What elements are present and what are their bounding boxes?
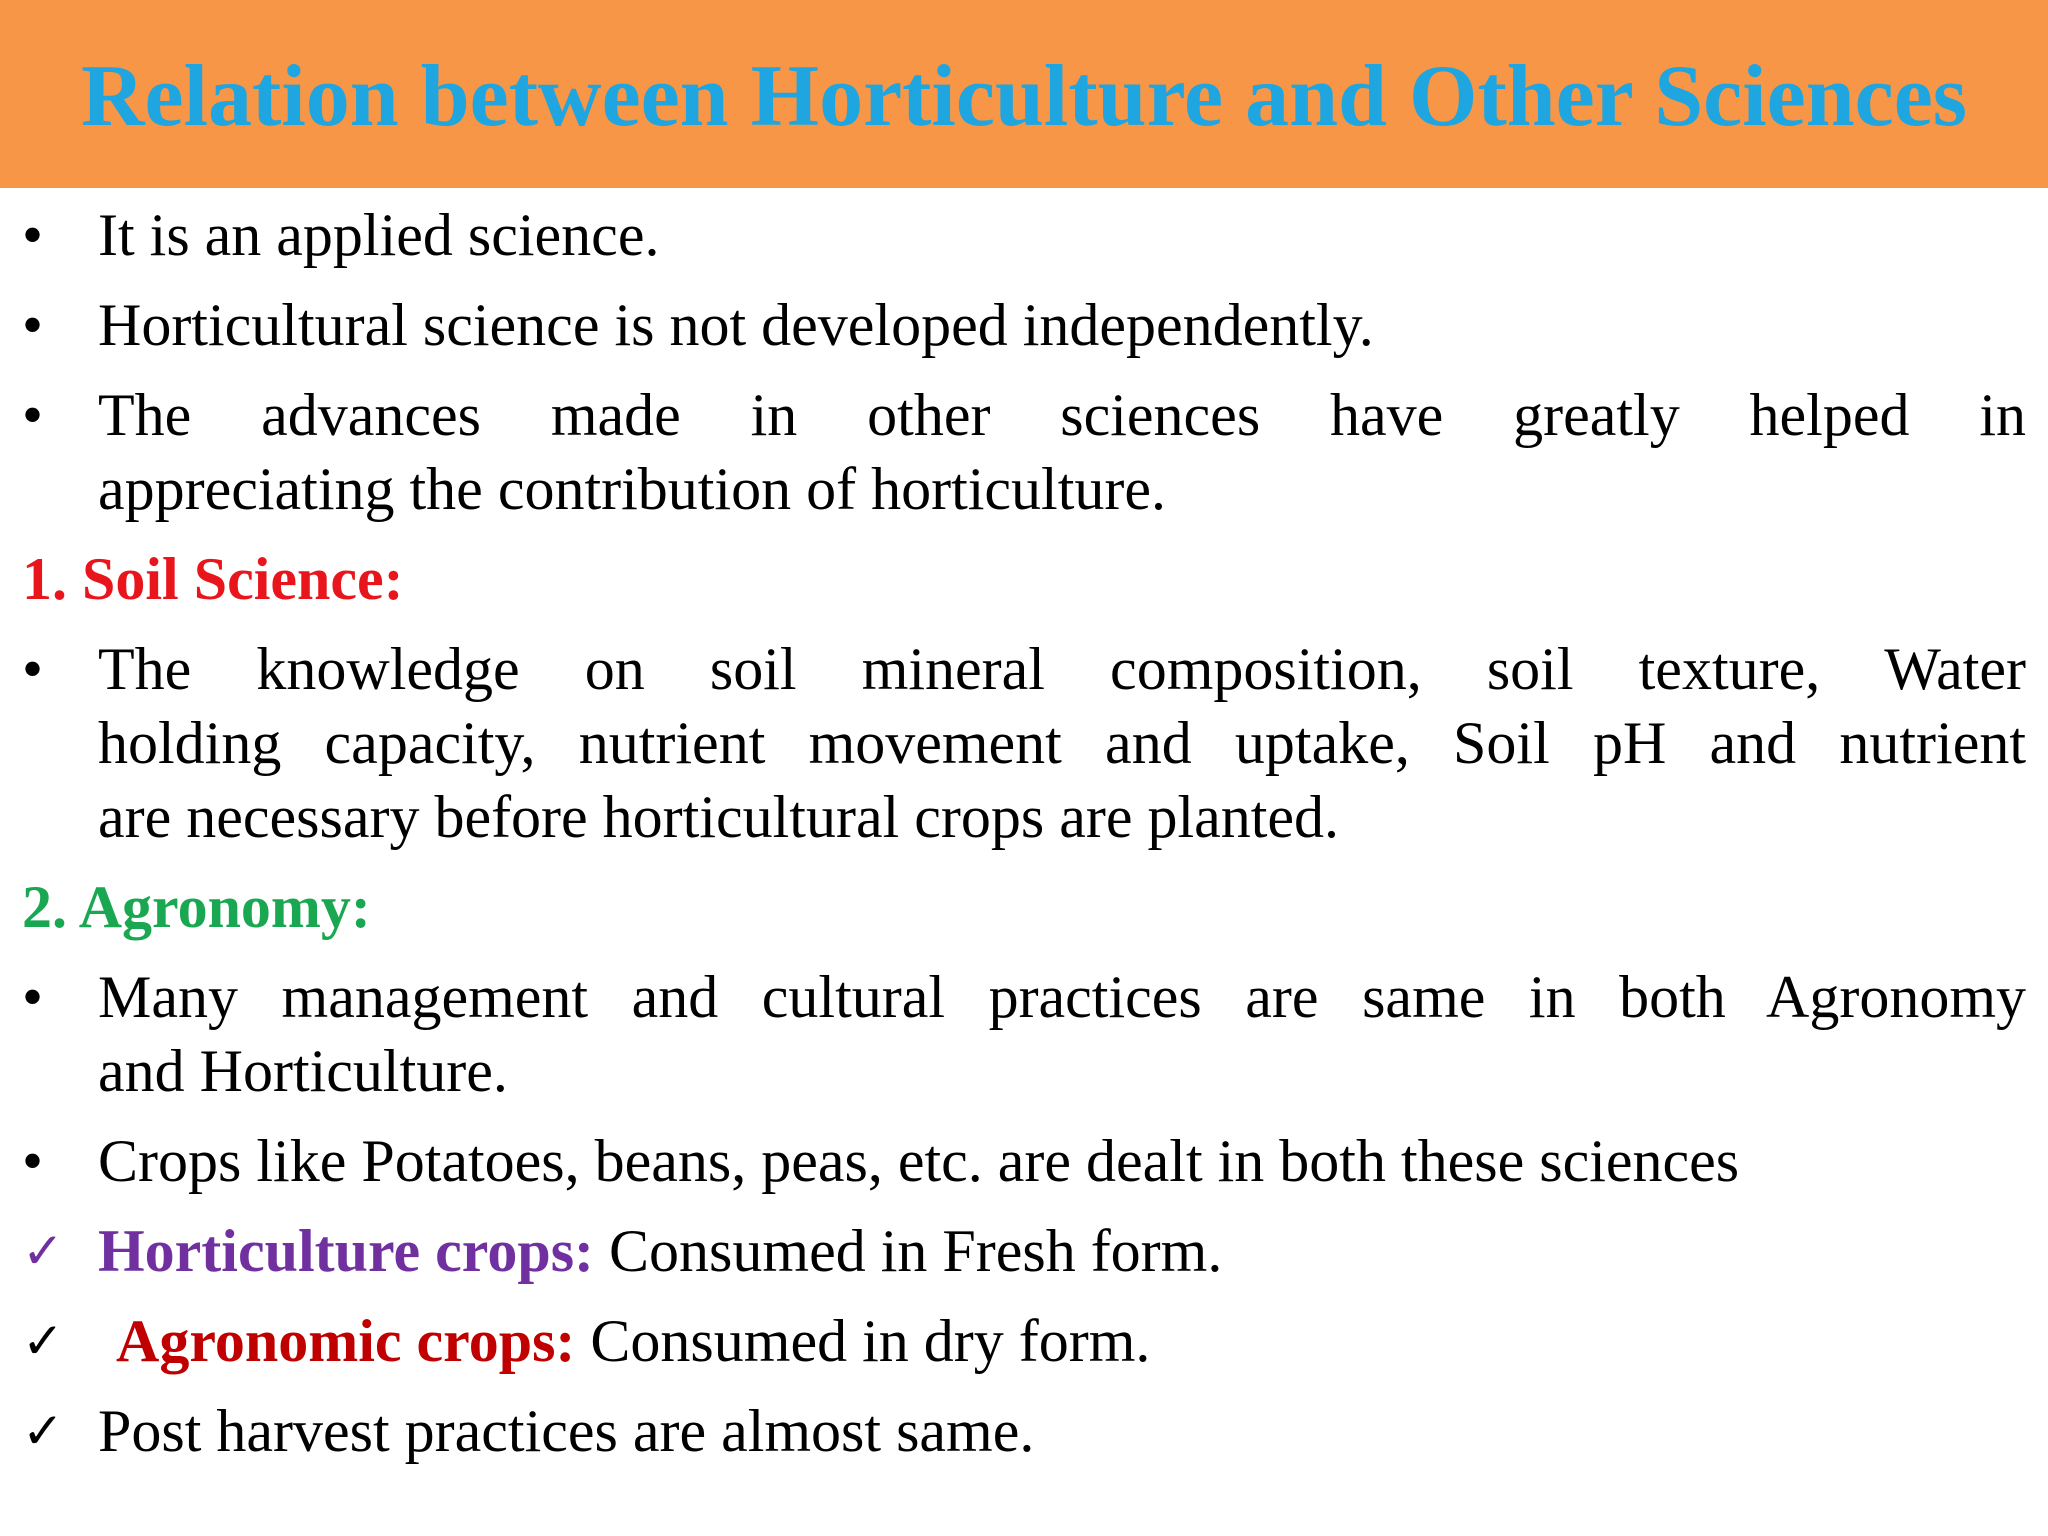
bullet-icon: • bbox=[22, 292, 44, 358]
bullet-text: It is an applied science. bbox=[98, 202, 660, 268]
horticulture-crops-label: Horticulture crops: bbox=[98, 1218, 595, 1284]
agronomic-crops-desc: Consumed in dry form. bbox=[575, 1308, 1151, 1374]
check-text bbox=[116, 1304, 1150, 1378]
bullet-text: and Horticulture. bbox=[98, 1038, 508, 1104]
check-text: Post harvest practices are almost same. bbox=[98, 1398, 1035, 1464]
check-text bbox=[98, 1214, 1222, 1288]
bullet-text: are necessary before horticultural crops are planted. bbox=[98, 784, 1340, 850]
title-bar bbox=[0, 0, 2048, 188]
check-icon: ✓ bbox=[22, 1222, 64, 1280]
check-icon: ✓ bbox=[22, 1312, 64, 1370]
horticulture-crops-desc: Consumed in Fresh form. bbox=[594, 1218, 1223, 1284]
bullet-icon: • bbox=[22, 636, 44, 702]
bullet-icon: • bbox=[22, 1128, 44, 1194]
bullet-icon: • bbox=[22, 202, 44, 268]
bullet-text: Many management and cultural practices are same in both Agronomy bbox=[98, 964, 2026, 1030]
bullet-icon: • bbox=[22, 382, 44, 448]
bullet-text: The advances made in other sciences have greatly helped in bbox=[98, 382, 2026, 448]
section-heading: 2. Agronomy: bbox=[22, 874, 371, 940]
check-icon: ✓ bbox=[22, 1402, 64, 1460]
agronomic-crops-label: Agronomic crops: bbox=[116, 1308, 576, 1374]
bullet-text: appreciating the contribution of horticulture. bbox=[98, 456, 1166, 522]
section-heading: 1. Soil Science: bbox=[22, 546, 404, 612]
bullet-text: holding capacity, nutrient movement and uptake, Soil pH and nutrient bbox=[98, 710, 2026, 776]
bullet-text: Crops like Potatoes, beans, peas, etc. are dealt in both these sciences bbox=[98, 1128, 1740, 1194]
bullet-icon: • bbox=[22, 964, 44, 1030]
bullet-text: Horticultural science is not developed independently. bbox=[98, 292, 1374, 358]
bullet-text: The knowledge on soil mineral composition, soil texture, Water bbox=[98, 636, 2026, 702]
slide-title: Relation between Horticulture and Other Sciences bbox=[80, 47, 1968, 145]
